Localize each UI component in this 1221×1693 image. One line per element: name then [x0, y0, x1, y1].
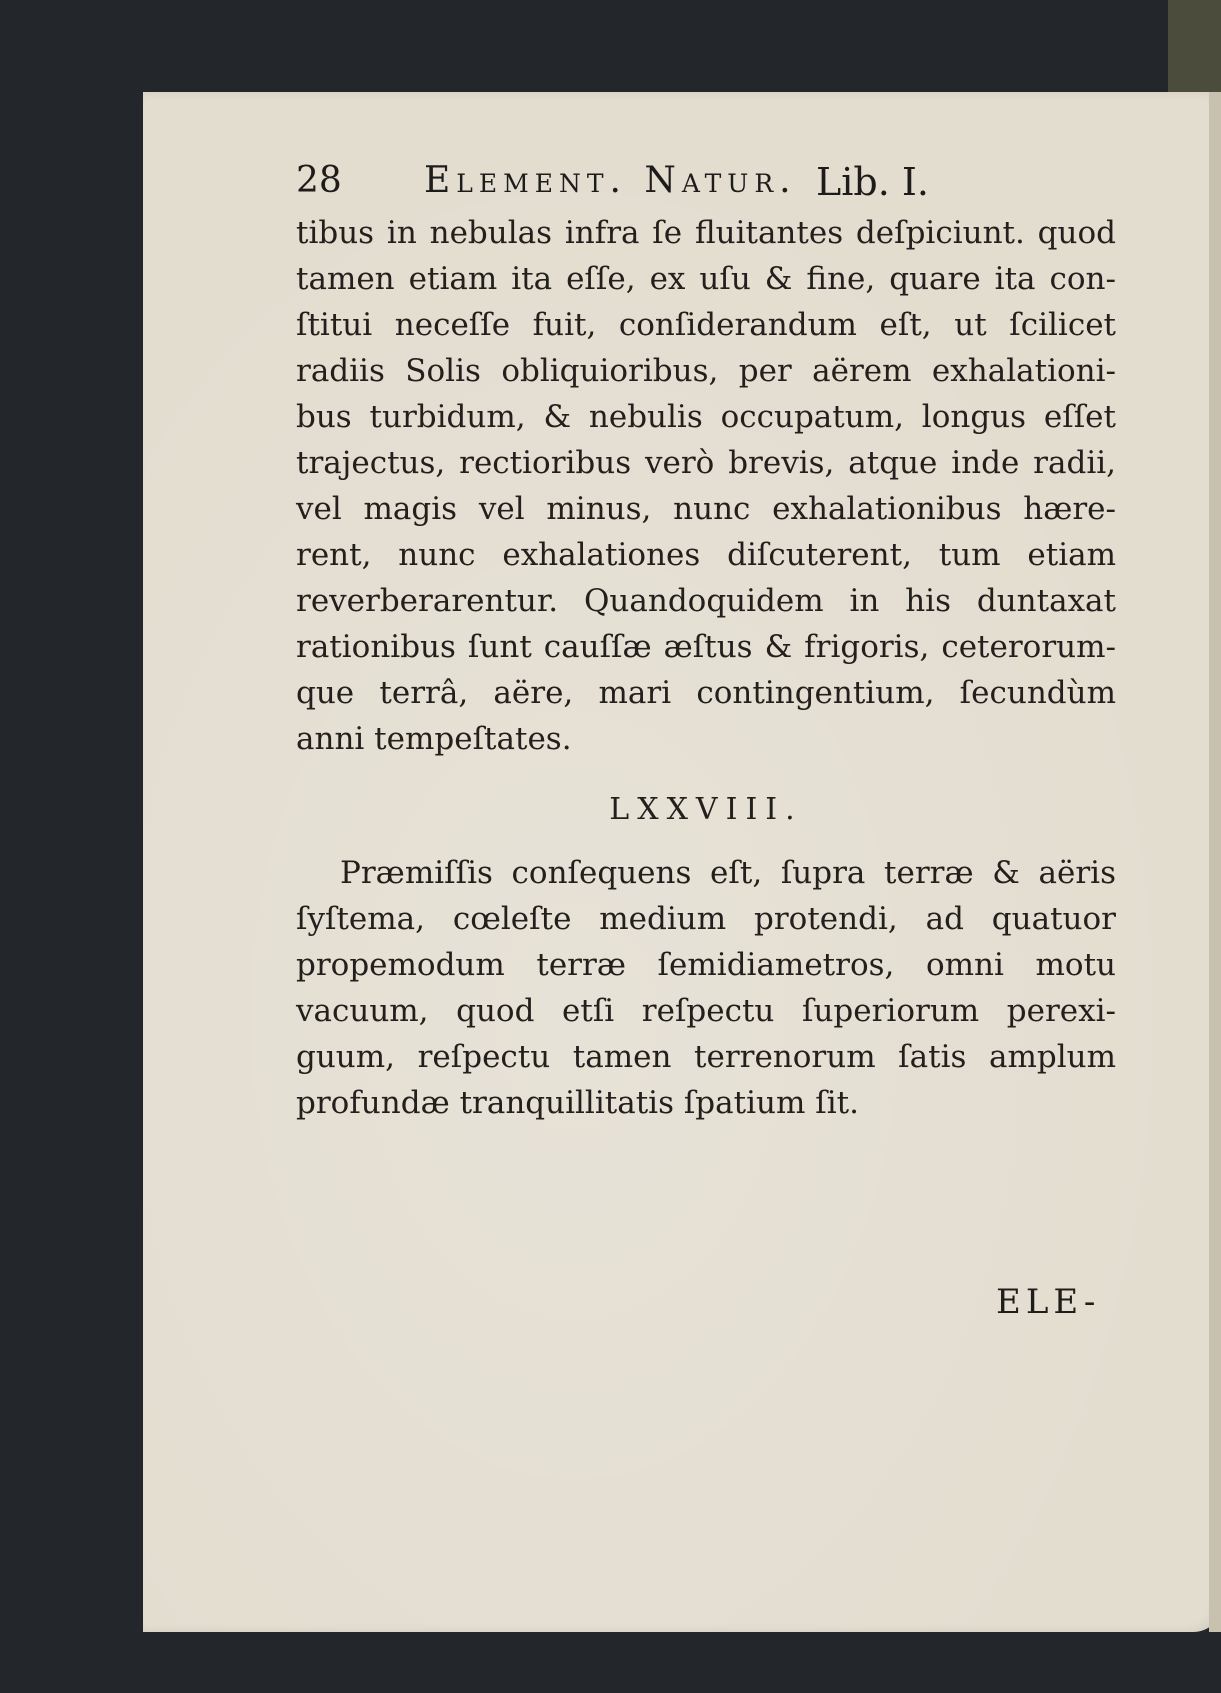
- text-line: rent, nunc exhalationes diſcuterent, tum etiam: [296, 537, 1116, 573]
- text-line: trajectus, rectioribus verò brevis, atque inde radii,: [296, 445, 1116, 481]
- catchword: ELE-: [996, 1282, 1101, 1322]
- text-line: rationibus ſunt cauſſæ æſtus & frigoris, ceterorum-: [296, 629, 1116, 665]
- paragraph-1: [296, 210, 1116, 762]
- text-line: anni tempeſtates.: [296, 721, 572, 757]
- text-line: tamen etiam ita eſſe, ex uſu & fine, quare ita con-: [296, 261, 1116, 297]
- text-line: bus turbidum, & nebulis occupatum, longus eſſet: [296, 399, 1116, 435]
- running-header: [296, 160, 1116, 210]
- text-line: tibus in nebulas infra ſe fluitantes deſpiciunt. quod: [296, 215, 1116, 251]
- page-edge: [1209, 92, 1221, 1632]
- text-line: vel magis vel minus, nunc exhalationibus hære-: [296, 491, 1116, 527]
- text-line: que terrâ, aëre, mari contingentium, ſecundùm: [296, 675, 1116, 711]
- text-line: radiis Solis obliquioribus, per aërem exhalationi-: [296, 353, 1116, 389]
- page-number: 28: [296, 160, 342, 201]
- section-number: LXXVIII.: [609, 792, 803, 827]
- text-line: profundæ tranquillitatis ſpatium ſit.: [296, 1085, 859, 1121]
- book-number: Lib. I.: [816, 160, 929, 204]
- text-line: ſtitui neceſſe fuit, conſiderandum eſt, ut ſcilicet: [296, 307, 1116, 343]
- text-line: ſyſtema, cœleſte medium protendi, ad quatuor: [296, 901, 1116, 937]
- text-line: Præmiſſis conſequens eſt, ſupra terræ & aëris: [340, 855, 1116, 891]
- book-binding: [1168, 0, 1221, 92]
- text-line: guum, reſpectu tamen terrenorum ſatis amplum: [296, 1039, 1116, 1075]
- paragraph-2: [296, 850, 1116, 1126]
- text-line: propemodum terræ ſemidiametros, omni motu: [296, 947, 1116, 983]
- running-title: Element. Natur.: [424, 160, 797, 201]
- text-line: reverberarentur. Quandoquidem in his duntaxat: [296, 583, 1116, 619]
- text-line: vacuum, quod etſi reſpectu ſuperiorum perexi-: [296, 993, 1116, 1029]
